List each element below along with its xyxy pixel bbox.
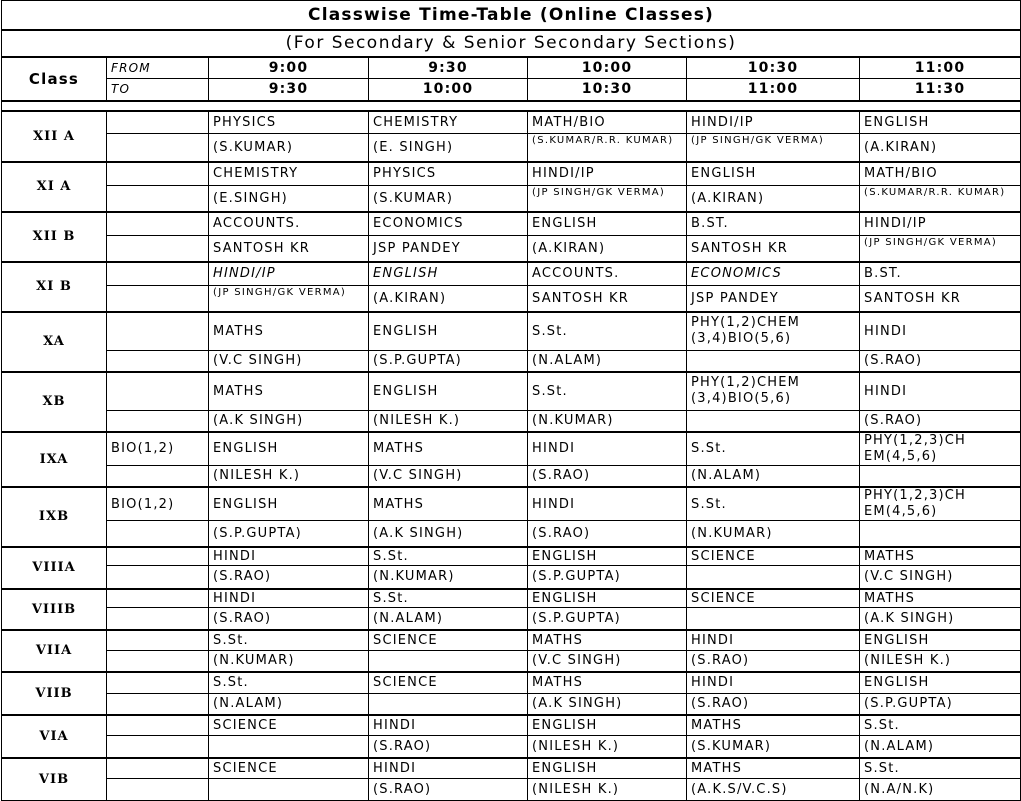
- from-time: 10:00: [528, 57, 687, 79]
- teacher-cell: JSP PANDEY: [369, 236, 528, 262]
- teacher-cell: (JP SINGH/GK VERMA): [860, 236, 1021, 262]
- subject-cell: ENGLISH: [369, 262, 528, 286]
- teacher-cell: (NILESH K.): [209, 465, 369, 487]
- subject-cell: S.St.: [860, 758, 1021, 779]
- subject-cell: HINDI: [528, 487, 687, 521]
- teacher-cell: (V.C SINGH): [209, 351, 369, 372]
- extra-cell: [107, 262, 209, 286]
- teacher-cell: (A.K SINGH): [528, 694, 687, 715]
- subject-cell: HINDI: [369, 715, 528, 736]
- teacher-cell: [687, 566, 860, 589]
- teacher-cell: SANTOSH KR: [528, 286, 687, 312]
- teacher-cell: (NILESH K.): [528, 736, 687, 758]
- subject-cell: S.St.: [860, 715, 1021, 736]
- subject-cell: MATHS: [860, 589, 1021, 608]
- teacher-cell: (JP SINGH/GK VERMA): [209, 286, 369, 312]
- teacher-cell: (N.ALAM): [860, 736, 1021, 758]
- teacher-cell: (NILESH K.): [528, 779, 687, 801]
- subject-cell: ACCOUNTS.: [209, 212, 369, 236]
- subject-cell: HINDI: [209, 589, 369, 608]
- subject-cell: HINDI: [369, 758, 528, 779]
- class-row: [2, 547, 1021, 566]
- teacher-cell: (S.RAO): [528, 465, 687, 487]
- subject-cell: HINDI: [860, 372, 1021, 411]
- teacher-cell: (S.RAO): [209, 566, 369, 589]
- teacher-cell: (A.KIRAN): [369, 286, 528, 312]
- class-row: [2, 672, 1021, 694]
- extra-cell: [107, 736, 209, 758]
- class-row: [2, 715, 1021, 736]
- teacher-cell: (N.ALAM): [528, 351, 687, 372]
- class-name: VIIIB: [2, 589, 107, 630]
- subject-cell: HINDI: [528, 432, 687, 466]
- extra-cell: [107, 286, 209, 312]
- extra-cell: [107, 694, 209, 715]
- subject-cell: S.St.: [369, 589, 528, 608]
- teacher-cell: (S.P.GUPTA): [860, 694, 1021, 715]
- class-row: [2, 589, 1021, 608]
- extra-cell: [107, 608, 209, 630]
- subject-cell: MATHS: [209, 312, 369, 351]
- extra-cell: [107, 779, 209, 801]
- subject-cell: HINDI/IP: [687, 111, 860, 134]
- teacher-cell: (N.KUMAR): [528, 411, 687, 432]
- teacher-cell: (S.RAO): [369, 736, 528, 758]
- class-row-teachers: [2, 521, 1021, 547]
- teacher-cell: (S.RAO): [687, 651, 860, 672]
- class-row-teachers: [2, 694, 1021, 715]
- subject-cell: ENGLISH: [528, 715, 687, 736]
- subject-cell: HINDI: [687, 672, 860, 694]
- to-time: 11:00: [687, 79, 860, 101]
- teacher-cell: [209, 779, 369, 801]
- subject-cell: SCIENCE: [209, 715, 369, 736]
- teacher-cell: (S.KUMAR): [209, 134, 369, 162]
- subject-cell: CHEMISTRY: [369, 111, 528, 134]
- subject-cell: ENGLISH: [860, 111, 1021, 134]
- teacher-cell: (JP SINGH/GK VERMA): [687, 134, 860, 162]
- to-time: 10:30: [528, 79, 687, 101]
- subject-cell: MATHS: [528, 630, 687, 651]
- teacher-cell: (V.C SINGH): [369, 465, 528, 487]
- class-name: VIIA: [2, 630, 107, 672]
- subject-cell: ENGLISH: [528, 212, 687, 236]
- teacher-cell: (S.RAO): [687, 694, 860, 715]
- teacher-cell: (N.A/N.K): [860, 779, 1021, 801]
- from-time: 9:00: [209, 57, 369, 79]
- subject-cell: CHEMISTRY: [209, 162, 369, 186]
- subject-cell: ENGLISH: [860, 672, 1021, 694]
- teacher-cell: (A.K SINGH): [209, 411, 369, 432]
- subject-cell: ENGLISH: [528, 547, 687, 566]
- extra-cell: [107, 521, 209, 547]
- extra-cell: BIO(1,2): [107, 487, 209, 521]
- teacher-cell: (S.KUMAR): [369, 186, 528, 212]
- page-subtitle: (For Secondary & Senior Secondary Sections): [2, 30, 1021, 57]
- teacher-cell: [687, 411, 860, 432]
- class-name: XI A: [2, 162, 107, 212]
- class-row-teachers: [2, 608, 1021, 630]
- teacher-cell: SANTOSH KR: [860, 286, 1021, 312]
- teacher-cell: (S.RAO): [209, 608, 369, 630]
- teacher-cell: (A.KIRAN): [687, 186, 860, 212]
- subject-cell: ENGLISH: [528, 589, 687, 608]
- class-row-teachers: [2, 286, 1021, 312]
- teacher-cell: [860, 521, 1021, 547]
- page-title: Classwise Time-Table (Online Classes): [2, 1, 1021, 30]
- teacher-cell: [687, 608, 860, 630]
- class-name: IXB: [2, 487, 107, 547]
- teacher-cell: (A.KIRAN): [528, 236, 687, 262]
- subject-cell: ENGLISH: [209, 432, 369, 466]
- extra-cell: [107, 651, 209, 672]
- teacher-cell: [860, 465, 1021, 487]
- teacher-cell: (NILESH K.): [860, 651, 1021, 672]
- subject-cell: MATHS: [369, 432, 528, 466]
- subject-cell: HINDI/IP: [528, 162, 687, 186]
- extra-cell: [107, 372, 209, 411]
- subject-cell: S.St.: [369, 547, 528, 566]
- class-row-teachers: [2, 779, 1021, 801]
- teacher-cell: (S.RAO): [860, 411, 1021, 432]
- to-time: 10:00: [369, 79, 528, 101]
- teacher-cell: (NILESH K.): [369, 411, 528, 432]
- extra-cell: [107, 351, 209, 372]
- class-name: VIIIA: [2, 547, 107, 589]
- from-time: 11:00: [860, 57, 1021, 79]
- class-row-teachers: [2, 186, 1021, 212]
- extra-cell: [107, 672, 209, 694]
- timetable: [1, 0, 1021, 801]
- teacher-cell: (S.KUMAR/R.R. KUMAR): [860, 186, 1021, 212]
- teacher-cell: [687, 351, 860, 372]
- extra-cell: BIO(1,2): [107, 432, 209, 466]
- subject-cell: MATHS: [209, 372, 369, 411]
- subject-cell: PHY(1,2,3)CH EM(4,5,6): [860, 432, 1021, 466]
- class-name: XA: [2, 312, 107, 372]
- subject-cell: PHY(1,2,3)CH EM(4,5,6): [860, 487, 1021, 521]
- subject-cell: S.St.: [528, 372, 687, 411]
- class-header: Class: [2, 57, 107, 101]
- extra-cell: [107, 312, 209, 351]
- subject-cell: B.ST.: [860, 262, 1021, 286]
- subject-cell: PHYSICS: [209, 111, 369, 134]
- subject-cell: MATHS: [369, 487, 528, 521]
- teacher-cell: SANTOSH KR: [687, 236, 860, 262]
- extra-cell: [107, 715, 209, 736]
- class-row-teachers: [2, 236, 1021, 262]
- to-time: 11:30: [860, 79, 1021, 101]
- extra-cell: [107, 547, 209, 566]
- extra-cell: [107, 589, 209, 608]
- subject-cell: HINDI: [209, 547, 369, 566]
- subject-cell: MATH/BIO: [528, 111, 687, 134]
- extra-cell: [107, 465, 209, 487]
- teacher-cell: (N.ALAM): [687, 465, 860, 487]
- subject-cell: ENGLISH: [369, 372, 528, 411]
- subject-cell: S.St.: [687, 487, 860, 521]
- extra-cell: [107, 186, 209, 212]
- class-name: VIA: [2, 715, 107, 758]
- subject-cell: HINDI/IP: [860, 212, 1021, 236]
- extra-cell: [107, 134, 209, 162]
- subject-cell: HINDI: [687, 630, 860, 651]
- subject-cell: ENGLISH: [209, 487, 369, 521]
- teacher-cell: (A.K SINGH): [369, 521, 528, 547]
- subject-cell: MATHS: [687, 758, 860, 779]
- teacher-cell: SANTOSH KR: [209, 236, 369, 262]
- class-row-teachers: [2, 134, 1021, 162]
- subject-cell: HINDI: [860, 312, 1021, 351]
- teacher-cell: (N.KUMAR): [209, 651, 369, 672]
- extra-cell: [107, 111, 209, 134]
- from-label: FROM: [107, 57, 209, 79]
- extra-cell: [107, 162, 209, 186]
- class-row: [2, 212, 1021, 236]
- subject-cell: S.St.: [528, 312, 687, 351]
- class-row-teachers: [2, 351, 1021, 372]
- teacher-cell: [369, 694, 528, 715]
- class-row-teachers: [2, 566, 1021, 589]
- teacher-cell: (V.C SINGH): [528, 651, 687, 672]
- subject-cell: SCIENCE: [369, 630, 528, 651]
- subject-cell: MATHS: [687, 715, 860, 736]
- teacher-cell: (S.P.GUPTA): [369, 351, 528, 372]
- subject-cell: SCIENCE: [369, 672, 528, 694]
- class-row: [2, 312, 1021, 351]
- extra-cell: [107, 212, 209, 236]
- class-row: [2, 111, 1021, 134]
- teacher-cell: (N.ALAM): [209, 694, 369, 715]
- teacher-cell: (A.K SINGH): [860, 608, 1021, 630]
- class-name: VIIB: [2, 672, 107, 715]
- teacher-cell: (S.KUMAR/R.R. KUMAR): [528, 134, 687, 162]
- subject-cell: SCIENCE: [687, 589, 860, 608]
- teacher-cell: (A.K.S/V.C.S): [687, 779, 860, 801]
- class-row: [2, 162, 1021, 186]
- class-name: XII A: [2, 111, 107, 162]
- class-row: [2, 432, 1021, 466]
- class-row: [2, 630, 1021, 651]
- subject-cell: PHYSICS: [369, 162, 528, 186]
- subject-cell: ACCOUNTS.: [528, 262, 687, 286]
- subject-cell: ECONOMICS: [687, 262, 860, 286]
- class-row-teachers: [2, 411, 1021, 432]
- class-row-teachers: [2, 465, 1021, 487]
- class-name: IXA: [2, 432, 107, 488]
- extra-cell: [107, 758, 209, 779]
- class-row-teachers: [2, 651, 1021, 672]
- subject-cell: S.St.: [209, 630, 369, 651]
- subject-cell: MATHS: [528, 672, 687, 694]
- subject-cell: ENGLISH: [528, 758, 687, 779]
- from-time: 9:30: [369, 57, 528, 79]
- from-time: 10:30: [687, 57, 860, 79]
- extra-cell: [107, 411, 209, 432]
- class-name: XII B: [2, 212, 107, 262]
- teacher-cell: [369, 651, 528, 672]
- subject-cell: ECONOMICS: [369, 212, 528, 236]
- teacher-cell: (S.P.GUPTA): [528, 608, 687, 630]
- to-time: 9:30: [209, 79, 369, 101]
- extra-cell: [107, 566, 209, 589]
- subject-cell: PHY(1,2)CHEM (3,4)BIO(5,6): [687, 372, 860, 411]
- class-row: [2, 487, 1021, 521]
- subject-cell: SCIENCE: [209, 758, 369, 779]
- teacher-cell: [209, 736, 369, 758]
- teacher-cell: (S.P.GUPTA): [528, 566, 687, 589]
- teacher-cell: (N.KUMAR): [369, 566, 528, 589]
- teacher-cell: (S.P.GUPTA): [209, 521, 369, 547]
- class-name: XB: [2, 372, 107, 432]
- teacher-cell: (JP SINGH/GK VERMA): [528, 186, 687, 212]
- teacher-cell: (E.SINGH): [209, 186, 369, 212]
- teacher-cell: (S.RAO): [528, 521, 687, 547]
- class-row: [2, 372, 1021, 411]
- to-label: TO: [107, 79, 209, 101]
- class-row-teachers: [2, 736, 1021, 758]
- subject-cell: S.St.: [209, 672, 369, 694]
- subject-cell: ENGLISH: [369, 312, 528, 351]
- subject-cell: MATH/BIO: [860, 162, 1021, 186]
- extra-cell: [107, 630, 209, 651]
- subject-cell: PHY(1,2)CHEM (3,4)BIO(5,6): [687, 312, 860, 351]
- teacher-cell: (S.RAO): [369, 779, 528, 801]
- teacher-cell: (N.KUMAR): [687, 521, 860, 547]
- teacher-cell: JSP PANDEY: [687, 286, 860, 312]
- header-divider: [2, 101, 1021, 111]
- subject-cell: B.ST.: [687, 212, 860, 236]
- subject-cell: ENGLISH: [860, 630, 1021, 651]
- subject-cell: ENGLISH: [687, 162, 860, 186]
- teacher-cell: (A.KIRAN): [860, 134, 1021, 162]
- class-name: XI B: [2, 262, 107, 312]
- class-row: [2, 262, 1021, 286]
- teacher-cell: (S.KUMAR): [687, 736, 860, 758]
- subject-cell: SCIENCE: [687, 547, 860, 566]
- extra-cell: [107, 236, 209, 262]
- class-name: VIB: [2, 758, 107, 801]
- subject-cell: MATHS: [860, 547, 1021, 566]
- teacher-cell: (V.C SINGH): [860, 566, 1021, 589]
- teacher-cell: (S.RAO): [860, 351, 1021, 372]
- subject-cell: S.St.: [687, 432, 860, 466]
- teacher-cell: (N.ALAM): [369, 608, 528, 630]
- subject-cell: HINDI/IP: [209, 262, 369, 286]
- class-row: [2, 758, 1021, 779]
- teacher-cell: (E. SINGH): [369, 134, 528, 162]
